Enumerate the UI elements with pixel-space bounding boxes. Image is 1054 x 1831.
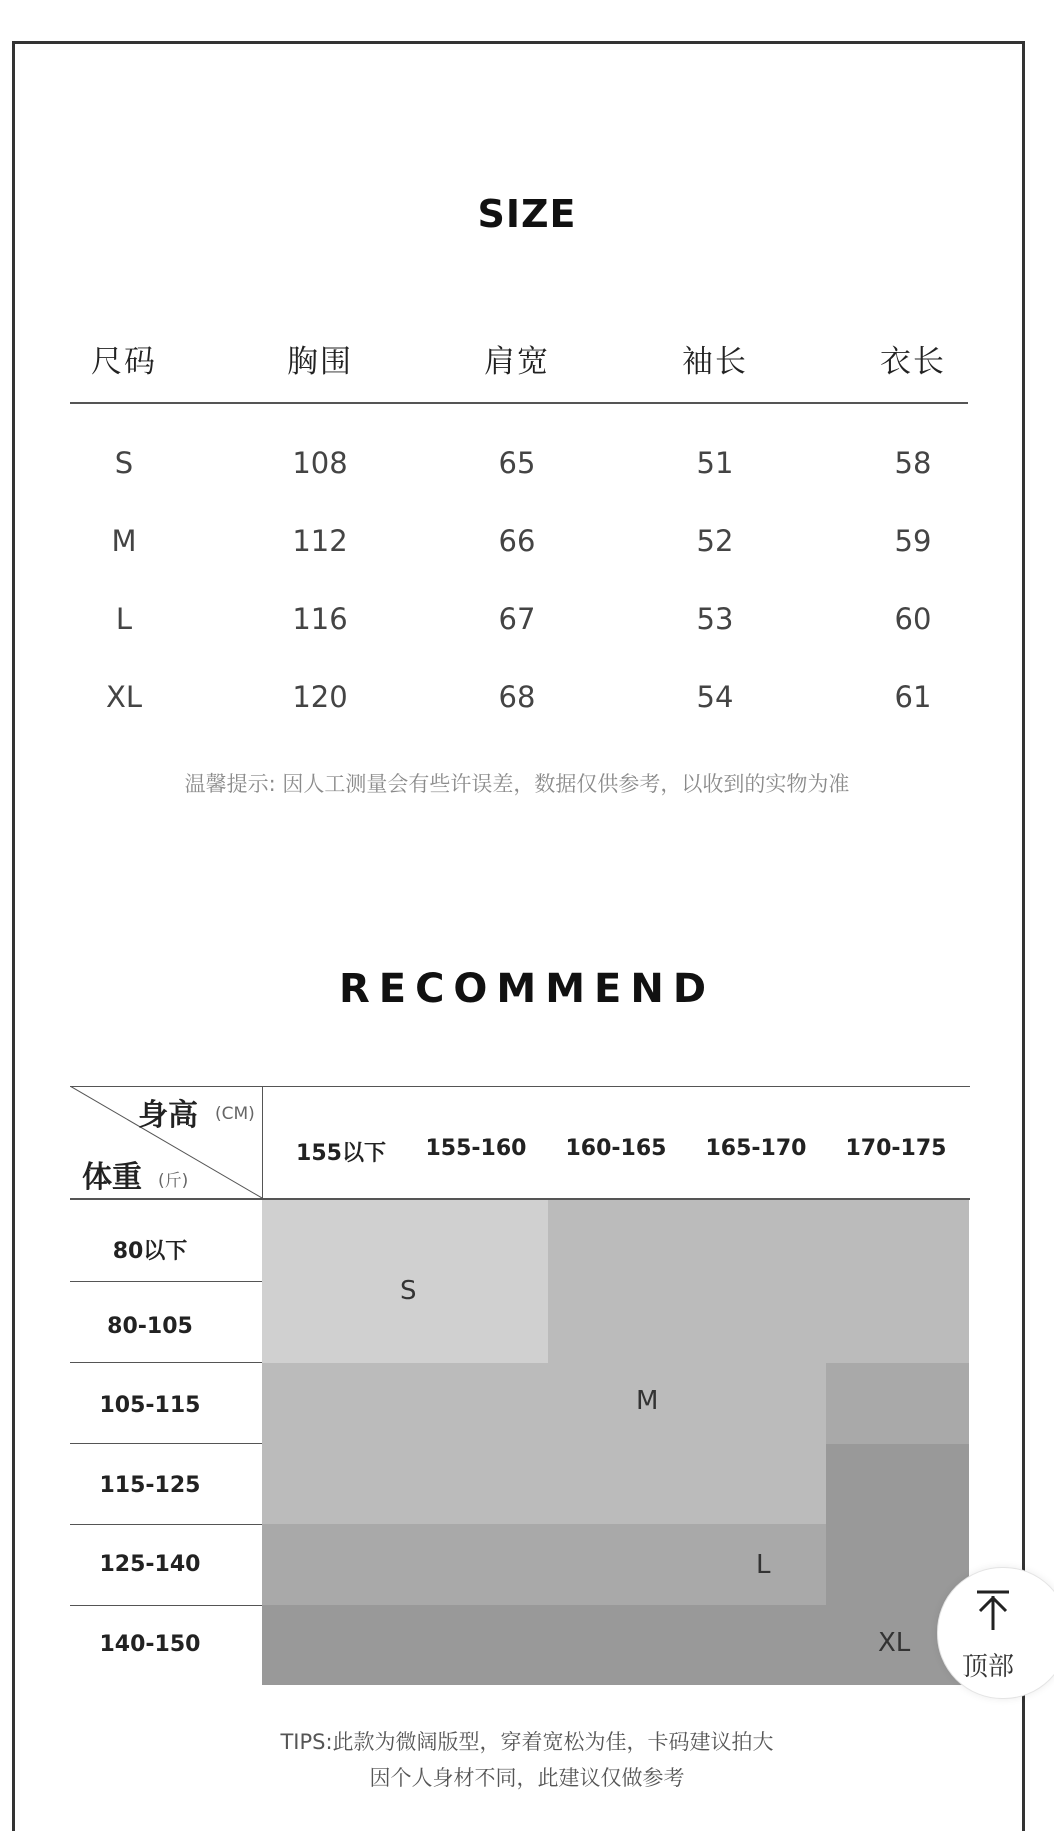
weight-range-label: 105-115	[99, 1393, 201, 1418]
zone-label-xl: XL	[878, 1628, 911, 1658]
zone-m	[262, 1363, 826, 1524]
size-header-shoulder: 肩宽	[484, 344, 550, 380]
size-cell: 108	[292, 446, 348, 480]
back-to-top-label: 顶部	[962, 1652, 1015, 1682]
height-range-header: 165-170	[705, 1136, 807, 1161]
zone-label-l: L	[756, 1550, 771, 1580]
size-cell: 59	[894, 524, 932, 558]
recommend-header-divider	[262, 1086, 263, 1198]
weight-row-rule	[70, 1362, 262, 1363]
tips-line-1: TIPS:此款为微阔版型，穿着宽松为佳，卡码建议拍大	[280, 1730, 774, 1754]
size-cell: L	[115, 602, 133, 636]
weight-unit-label: (斤)	[158, 1171, 189, 1191]
size-cell: 112	[292, 524, 348, 558]
size-note: 温馨提示: 因人工测量会有些许误差，数据仅供参考，以收到的实物为准	[184, 772, 850, 796]
weight-row-rule	[70, 1443, 262, 1444]
recommend-title: RECOMMEND	[338, 966, 716, 1012]
size-cell: 51	[696, 446, 734, 480]
size-cell: 54	[696, 680, 734, 714]
size-cell: 120	[292, 680, 348, 714]
size-cell: 66	[498, 524, 536, 558]
zone-l-right	[826, 1363, 969, 1444]
zone-m-top	[548, 1200, 969, 1363]
weight-range-label: 80-105	[107, 1314, 193, 1339]
zone-l	[262, 1524, 826, 1605]
size-cell: 116	[292, 602, 348, 636]
size-cell: M	[111, 524, 137, 558]
height-axis-label: 身高	[138, 1098, 198, 1133]
weight-row-rule	[70, 1281, 262, 1282]
height-range-header: 170-175	[845, 1136, 947, 1161]
size-header-size: 尺码	[91, 344, 157, 380]
height-range-header: 155-160	[425, 1136, 527, 1161]
zone-xl	[262, 1605, 826, 1685]
size-header-length: 衣长	[880, 344, 946, 380]
height-unit-label: (CM)	[215, 1104, 255, 1124]
weight-range-label: 140-150	[99, 1632, 201, 1657]
size-cell: 58	[894, 446, 932, 480]
height-range-header: 160-165	[565, 1136, 667, 1161]
arrow-up-bar-icon	[976, 1590, 1010, 1630]
weight-range-label: 125-140	[99, 1552, 201, 1577]
weight-axis-label: 体重	[82, 1160, 142, 1195]
weight-range-label: 115-125	[99, 1473, 201, 1498]
back-to-top-button[interactable]	[937, 1567, 1054, 1699]
zone-label-s: S	[400, 1276, 417, 1306]
size-cell: 52	[696, 524, 734, 558]
size-cell: XL	[105, 680, 143, 714]
size-cell: 53	[696, 602, 734, 636]
size-cell: 61	[894, 680, 932, 714]
weight-row-rule	[70, 1605, 262, 1606]
tips-line-2: 因个人身材不同，此建议仅做参考	[369, 1766, 685, 1790]
size-table-rule	[70, 402, 968, 404]
weight-range-label: 80以下	[112, 1239, 188, 1264]
size-title: SIZE	[477, 192, 577, 236]
size-cell: 68	[498, 680, 536, 714]
size-cell: S	[114, 446, 134, 480]
weight-row-rule	[70, 1524, 262, 1525]
height-range-header: 155以下	[296, 1141, 386, 1166]
size-cell: 60	[894, 602, 932, 636]
size-header-sleeve: 袖长	[682, 344, 748, 380]
size-cell: 67	[498, 602, 536, 636]
size-cell: 65	[498, 446, 536, 480]
size-header-chest: 胸围	[287, 344, 353, 380]
zone-label-m: M	[636, 1386, 659, 1416]
